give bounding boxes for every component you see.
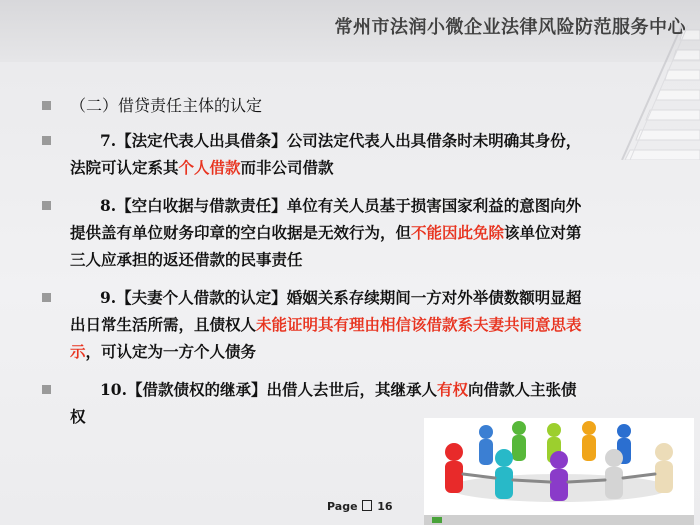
list-item-8 (40, 192, 660, 273)
item-text: 提供盖有单位财务印章的空白收据是无效行为，但 (70, 223, 412, 242)
content-list (40, 92, 660, 441)
item-label: 7.【法定代表人出具借条】 (100, 131, 287, 150)
item-label: 9.【夫妻个人借款的认定】 (100, 288, 287, 307)
item-text: ，可认定为一方个人债务 (85, 342, 257, 361)
list-item-7 (40, 127, 660, 181)
item-text: 出借人去世后，其继承人 (266, 380, 437, 399)
bullet-square-icon (42, 201, 51, 210)
page-number-value: 16 (377, 500, 393, 513)
item-text: 出日常生活所需，且债权人 (70, 315, 257, 334)
item-text: 公司法定代表人出具借条时未明确其身份， (286, 131, 582, 150)
item-highlight: 不能因此免除 (411, 223, 505, 242)
item-text: 三人应承担的返还借款的民事责任 (70, 250, 303, 269)
people-holding-hands-circle-icon (424, 418, 694, 525)
item-highlight: 未能证明其有理由相信该借款系夫妻共同意思表 (256, 315, 582, 334)
bullet-square-icon (42, 101, 51, 110)
page-box-icon (362, 500, 372, 511)
item-text: 该单位对第 (504, 223, 582, 242)
item-text: 而非公司借款 (240, 158, 334, 177)
item-text: 婚姻关系存续期间一方对外举债数额明显超 (286, 288, 582, 307)
item-text: 权 (70, 407, 86, 426)
people-circle-graphic (424, 418, 694, 515)
item-text: 单位有关人员基于损害国家利益的意图向外 (286, 196, 582, 215)
page-number (327, 500, 393, 513)
item-highlight: 示 (70, 342, 86, 361)
bullet-square-icon (42, 293, 51, 302)
item-label: 10.【借款债权的继承】 (100, 380, 267, 399)
illustration-caption-bar (424, 515, 694, 525)
section-heading-row (40, 92, 660, 119)
item-text: 向借款人主张债 (468, 380, 577, 399)
logo-mark-icon (432, 517, 442, 523)
section-heading: （二）借贷责任主体的认定 (70, 96, 263, 115)
bullet-square-icon (42, 385, 51, 394)
item-label: 8.【空白收据与借款责任】 (100, 196, 287, 215)
header-title: 常州市法润小微企业法律风险防范服务中心 (334, 17, 686, 38)
item-text: 法院可认定系其 (70, 158, 179, 177)
page-prefix: Page (327, 500, 358, 513)
item-highlight: 个人借款 (178, 158, 241, 177)
bullet-square-icon (42, 136, 51, 145)
list-item-9 (40, 284, 660, 365)
item-highlight: 有权 (436, 380, 468, 399)
